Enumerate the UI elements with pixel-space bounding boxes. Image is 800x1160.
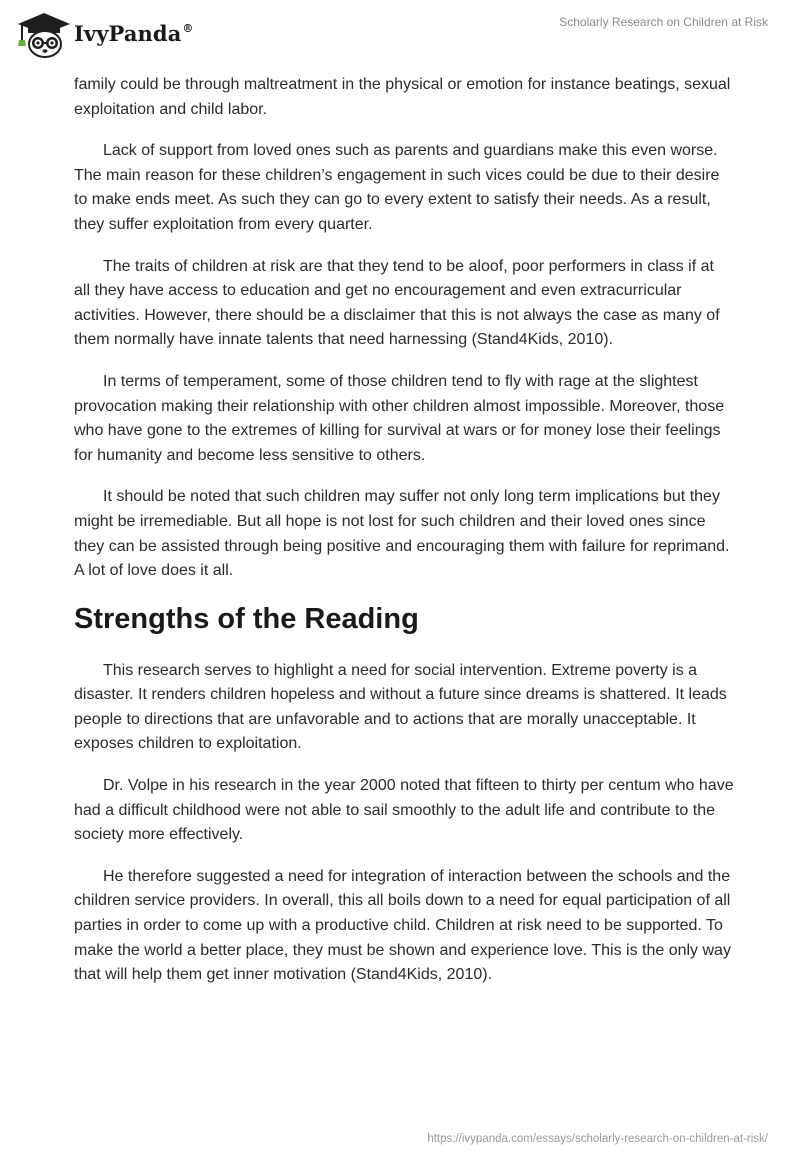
brand-name: IvyPanda® — [74, 20, 194, 46]
page-header — [0, 0, 800, 70]
paragraph: In terms of temperament, some of those children tend to fly with rage at the slightest provocation making their relationship with other children almost impossible. Moreover, those who have gone to the extremes of killing for survival at wars or for money lose their feelings for humanity and become less sensitive to others. — [74, 372, 725, 464]
section-heading: Strengths of the Reading — [74, 602, 419, 635]
paragraph: This research serves to highlight a need for social intervention. Extreme poverty is a disaster. It renders children hopeless and without a future since dreams is shattered. It leads people to directions that are unfavorable and to actions that are morally unacceptable. It exposes children to exploitation. — [74, 661, 727, 753]
panda-graduate-icon — [14, 8, 70, 58]
paragraph: The traits of children at risk are that they tend to be aloof, poor performers in class if at all they have access to education and get no encouragement and even extracurricular activities. However, there should be a disclaimer that this is not always the case as many of them normally have innate talents that need harnessing (Stand4Kids, 2010). — [74, 257, 720, 349]
document-title: Scholarly Research on Children at Risk — [559, 15, 768, 29]
paragraph: Lack of support from loved ones such as parents and guardians make this even worse. The main reason for these children’s engagement in such vices could be due to their desire to make ends meet. As such they can go to every extent to satisfy their needs. As a result, they suffer exploitation from every quarter. — [74, 142, 720, 233]
article-body — [74, 73, 734, 1005]
paragraph: family could be through maltreatment in the physical or emotion for instance beatings, sexual exploitation and child labor. — [74, 76, 731, 118]
logo[interactable] — [14, 8, 194, 58]
source-url: https://ivypanda.com/essays/scholarly-research-on-children-at-risk/ — [427, 1133, 768, 1145]
paragraph: Dr. Volpe in his research in the year 2000 noted that fifteen to thirty per centum who have had a difficult childhood were not able to sail smoothly to the adult life and contribute to the society more effectively. — [74, 777, 734, 844]
paragraph: He therefore suggested a need for integration of interaction between the schools and the children service providers. In overall, this all boils down to a need for equal participation of all parties in order to come up with a productive child. Children at risk need to be supported. To make the world a better place, they must be shown and experience love. This is the only way that will help them get inner motivation (Stand4Kids, 2010). — [74, 867, 731, 984]
paragraph: It should be noted that such children may suffer not only long term implications but they might be irremediable. But all hope is not lost for such children and their loved ones since they can be assisted through being positive and encouraging them with failure for reprimand. A lot of love does it all. — [74, 488, 730, 580]
